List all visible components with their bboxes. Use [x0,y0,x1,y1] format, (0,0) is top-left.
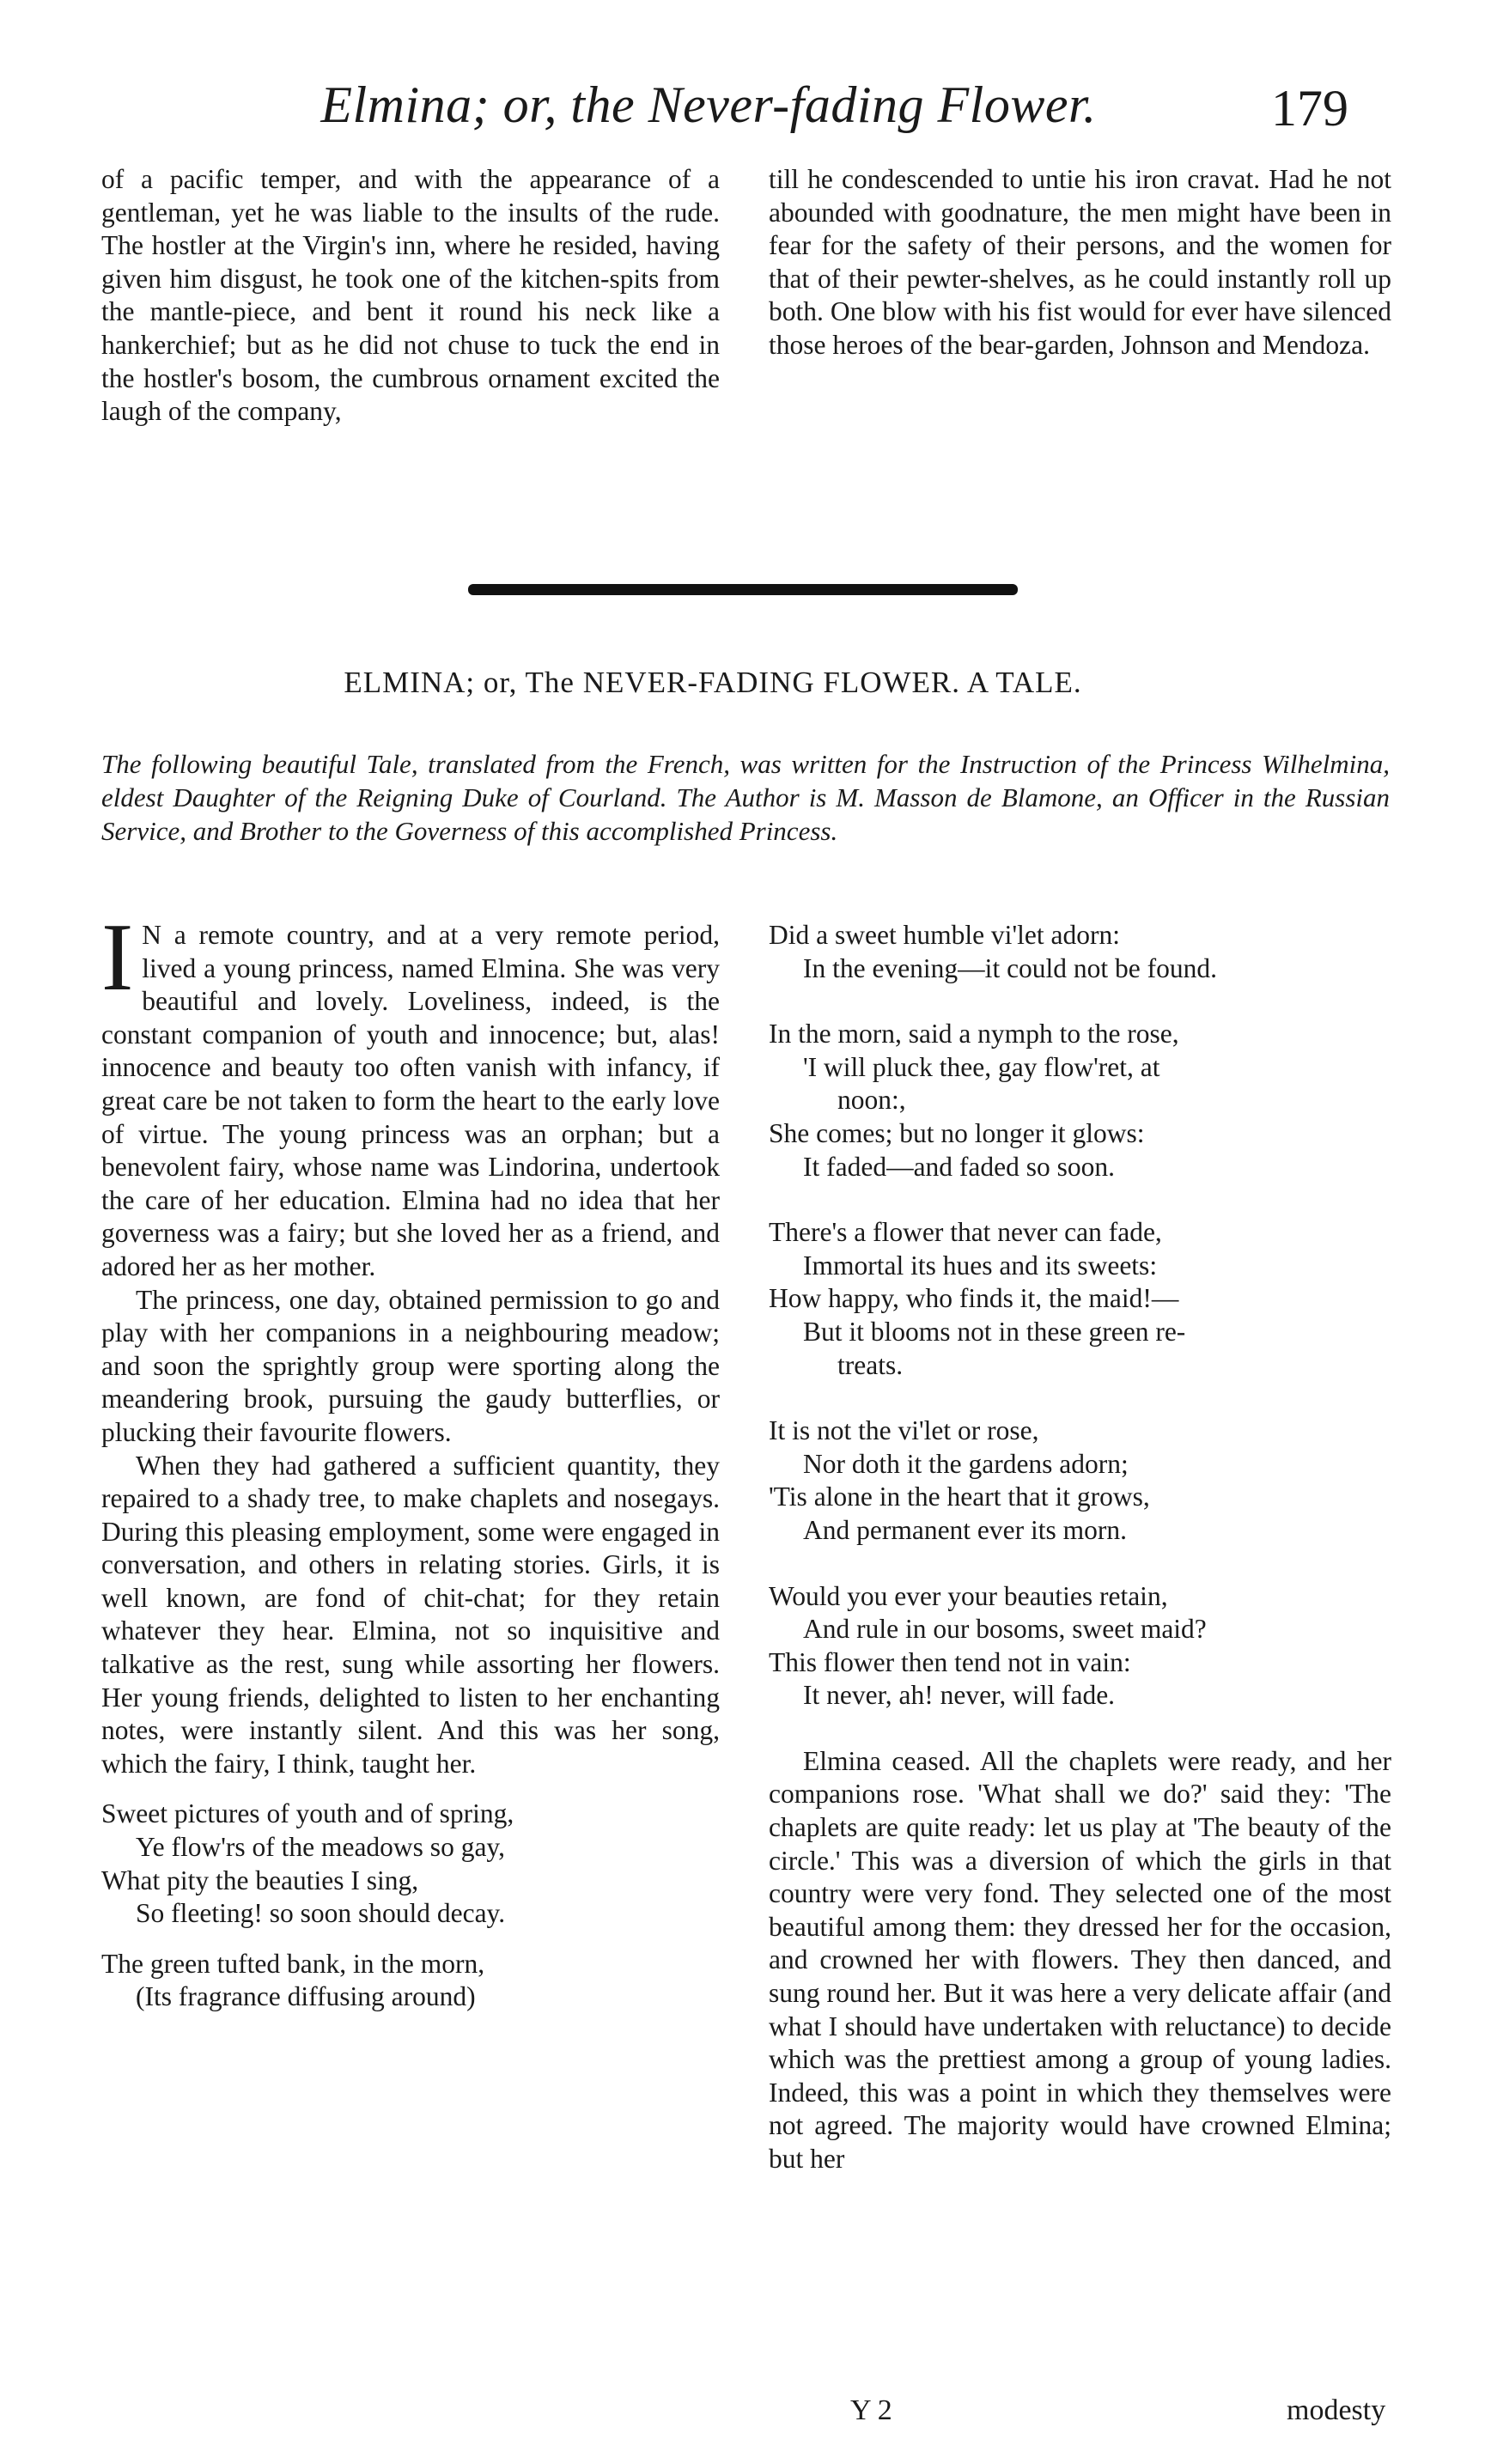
verse-line: In the morn, said a nymph to the rose, [769,1019,1179,1049]
verse-line: And rule in our bosoms, sweet maid? [803,1614,1207,1645]
verse-line: It faded—and faded so soon. [803,1151,1116,1182]
verse-line: noon:, [837,1085,906,1116]
verse-line: It is not the vi'let or rose, [769,1415,1039,1446]
story-right-column [769,919,1391,2176]
verse-line: Immortal its hues and its sweets: [803,1250,1158,1281]
song-stanza-5 [769,1415,1391,1547]
verse-line: (Its fragrance diffusing around) [136,1981,476,2012]
article-intro-note: The following beautiful Tale, translated from the French, was written for the Instruction of the Princess Wilhelmina, eldest Daughter of the Reigning Duke of Courland. The Author is M. Masson de Blamone, an Officer in the Russian Service, and Brother to the Governess of this accomplished Princess. [101,749,1390,846]
previous-article-text-left: of a pacific temper, and with the appearance of a gentleman, yet he was liable to the insults of the rude. The hostler at the Virgin's inn, where he resided, having given him disgust, he took one of the kitchen-spits from the mantle-piece, and bent it round his neck like a hankerchief; but as he did not chuse to tuck the end in the hostler's bosom, the cumbrous ornament excited the laugh of the company, [101,164,720,427]
verse-line: So fleeting! so soon should decay. [136,1898,506,1929]
verse-line: How happy, who finds it, the maid!— [769,1283,1179,1314]
story-paragraph-2: The princess, one day, obtained permission to go and play with her companions in a neighbouring meadow; and soon the sprightly group were sporting along the meandering brook, pursuing the gaudy butterflies, or plucking their favourite flowers. [101,1284,720,1447]
verse-line: There's a flower that never can fade, [769,1217,1162,1248]
verse-line: treats. [837,1349,904,1380]
story-paragraph-1 [101,904,720,1284]
verse-line: Did a sweet humble vi'let adorn: [769,920,1120,950]
previous-article-right-column [769,163,1391,362]
previous-article-text-right: till he condescended to untie his iron cravat. Had he not abounded with goodnature, the men might have been in fear for the safety of their persons, and the women for that of their pewter-shelves, as he could instantly roll up both. One blow with his fist would for ever have silenced those heroes of the bear-garden, Johnson and Mendoza. [769,164,1391,360]
catchword: modesty [1287,2394,1386,2426]
verse-line: Would you ever your beauties retain, [769,1580,1168,1611]
verse-line: Sweet pictures of youth and of spring, [101,1798,514,1829]
verse-line: It never, ah! never, will fade. [803,1680,1116,1711]
page-number: 179 [1271,80,1348,137]
song-stanza-4 [769,1216,1391,1382]
song-stanza-6 [769,1580,1391,1713]
song-stanza-1 [101,1798,720,1930]
story-paragraph-3: When they had gathered a sufficient quantity, they repaired to a shady tree, to make chaplets and nosegays. During this pleasing employment, some were engaged in conversation, and others in relating stories. Girls, it is well known, are fond of chit-chat; for they retain whatever they hear. Elmina, not so inquisitive and talkative as the rest, sung while assorting her flowers. Her young friends, delighted to listen to her enchanting notes, were instantly silent. And this was her song, which the fairy, I think, taught her. [101,1450,720,1779]
running-title: Elmina; or, the Never-fading Flower. [320,76,1097,133]
previous-article-left-column [101,163,720,429]
story-paragraph-4: Elmina ceased. All the chaplets were ready, and her companions rose. 'What shall we do?' said they: 'The chaplets are quite ready: let us play at 'The beauty of the circle.' This was a diversion of which the girls in that country were very fond. They selected one of the most beautiful among them: they dressed her for the occasion, and crowned her with flowers. They then danced, and sung round her. But it was here a very delicate affair (and what I should have undertaken with reluctance) to decide which was the prettiest among a group of young ladies. Indeed, this was a point in which they themselves were not agreed. The majority would have crowned Elmina; but her [769,1745,1391,2174]
verse-line: The green tufted bank, in the morn, [101,1948,485,1979]
drop-cap: I [101,904,134,1011]
verse-line: She comes; but no longer it glows: [769,1117,1145,1148]
song-stanza-2-start [101,1948,720,2014]
verse-line: In the evening—it could not be found. [803,952,1218,983]
story-left-column [101,904,720,2014]
verse-line: This flower then tend not in vain: [769,1646,1131,1677]
verse-line: But it blooms not in these green re- [803,1316,1186,1347]
verse-line: Nor doth it the gardens adorn; [803,1448,1129,1479]
signature-mark: Y 2 [850,2394,892,2426]
verse-line: What pity the beauties I sing, [101,1865,419,1895]
song-stanza-2-end [769,919,1391,985]
verse-line: 'Tis alone in the heart that it grows, [769,1481,1150,1512]
song-stanza-3 [769,1018,1391,1183]
verse-line: 'I will pluck thee, gay flow'ret, at [803,1051,1160,1082]
story-paragraph-1-text: N a remote country, and at a very remote period, lived a young princess, named Elmina. She was very beautiful and lovely. Loveliness, indeed, is the constant companion of youth and innocence; but, alas! innocence and beauty too often vanish with infancy, if great care be not taken to form the heart to the early love of virtue. The young princess was an orphan; but a benevolent fairy, whose name was Lindorina, undertook the care of her education. Elmina had no idea that her governess was a fairy; but she loved her as a friend, and adored her as her mother. [101,920,720,1281]
verse-line: And permanent ever its morn. [803,1514,1128,1545]
article-title: ELMINA; or, The NEVER-FADING FLOWER. A TALE. [344,666,1082,699]
section-divider-rule [468,584,1018,595]
verse-line: Ye flow'rs of the meadows so gay, [136,1832,506,1863]
